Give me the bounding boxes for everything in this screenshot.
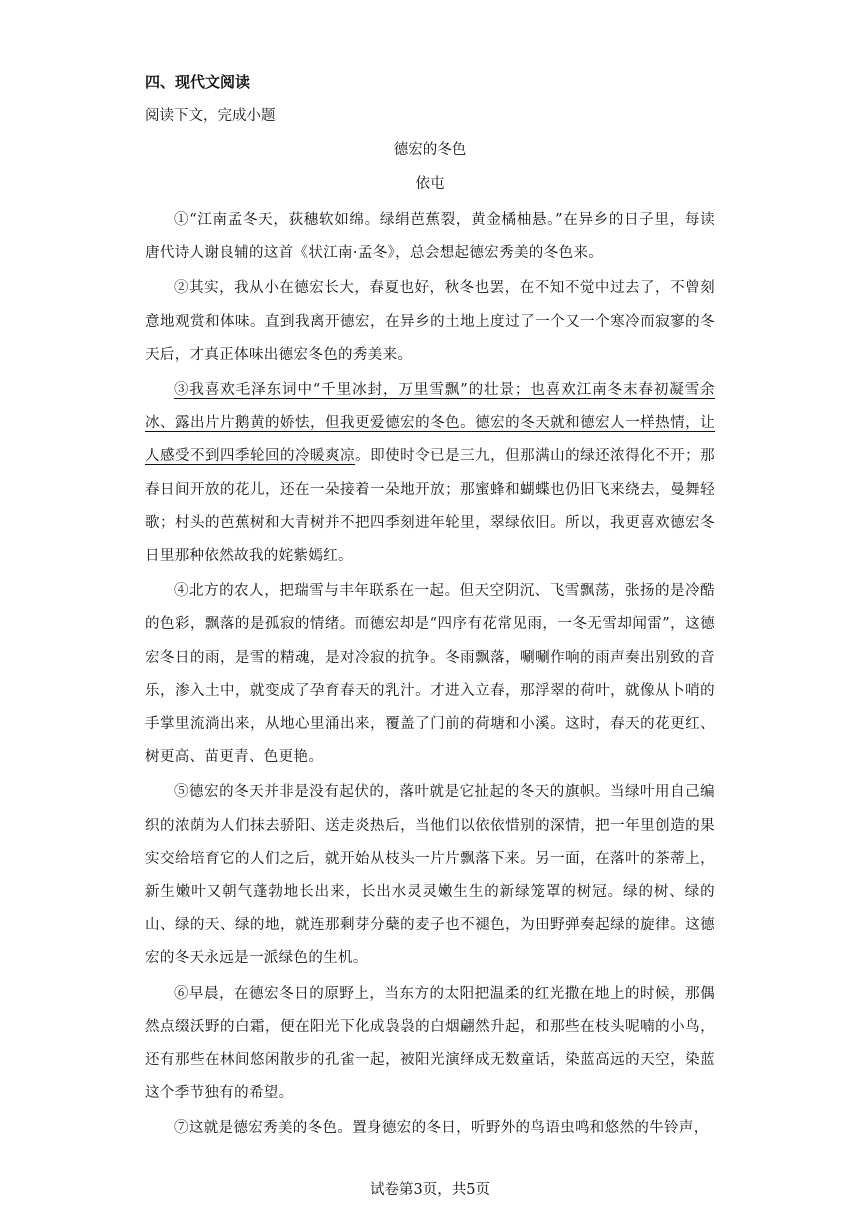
paragraph-text: 。即使时令已是三九，但那满山的绿还浓得化不开；那春日间开放的花儿，还在一朵接着一朵地开放；那蜜蜂和蝴蝶也仍旧飞来绕去，曼舞轻歌；村头的芭蕉树和大青树并不把四季刻进年轮里，翠绿依旧。所以，我更喜欢德宏冬日里那种依然故我的姹紫嫣红。 <box>145 448 715 565</box>
paragraph-text: ①“江南孟冬天，荻穗软如绵。绿绢芭蕉裂，黄金橘柚悬。”在异乡的日子里，每读唐代诗人谢良辅的这首《状江南·孟冬》，总会想起德宏秀美的冬色来。 <box>145 212 715 262</box>
paragraph-text: ⑥早晨，在德宏冬日的原野上，当东方的太阳把温柔的红光撒在地上的时候，那偶然点缀沃野的白霜，便在阳光下化成袅袅的白烟翩然升起，和那些在枝头呢喃的小鸟，还有那些在林间悠闲散步的孔雀一起，被阳光演绎成无数童话，染蓝高远的天空，染蓝这个季节独有的希望。 <box>145 985 715 1102</box>
paragraph-3 <box>145 374 715 573</box>
reading-instruction: 阅读下文，完成小题 <box>145 108 276 124</box>
paragraph-text: ④北方的农人，把瑞雪与丰年联系在一起。但天空阴沉、飞雪飘荡，张扬的是冷酷的色彩，飘落的是孤寂的情绪。而德宏却是“四序有花常见雨，一冬无雪却闻雷”，这德宏冬日的雨，是雪的精魂，是对冷寂的抗争。冬雨飘落，唰唰作响的雨声奏出别致的音乐，渗入土中，就变成了孕育春天的乳汁。才进入立春，那浮翠的荷叶，就像从卜哨的手掌里流淌出来，从地心里涌出来，覆盖了门前的荷塘和小溪。这时，春天的花更红、树更高、苗更青、色更艳。 <box>145 583 715 766</box>
page-footer: 试卷第3页，共5页 <box>370 1182 490 1198</box>
article-title: 德宏的冬色 <box>393 142 467 158</box>
section-heading: 四、现代文阅读 <box>145 73 251 91</box>
underlined-sentence: ③我喜欢毛泽东词中“千里冰封，万里雪飘”的壮景；也喜欢江南冬末春初凝雪余冰、露出片片鹅黄的娇怯，但我更爱德宏的冬色。德宏的冬天就和德宏人一样热情，让人感受不到四季轮回的冷暖爽凉 <box>145 382 715 465</box>
paragraph-1 <box>145 204 715 270</box>
paragraph-text: ②其实，我从小在德宏长大，春夏也好，秋冬也罢，在不知不觉中过去了，不曾刻意地观赏和体味。直到我离开德宏，在异乡的土地上度过了一个又一个寒冷而寂寥的冬天后，才真正体味出德宏冬色的秀美来。 <box>145 280 715 363</box>
paragraph-text: ⑤德宏的冬天并非是没有起伏的，落叶就是它扯起的冬天的旗帜。当绿叶用自己编织的浓荫为人们抹去骄阳、送走炎热后，当他们以依依惜别的深情，把一年里创造的果实交给培育它的人们之后，就开始从枝头一片片飘落下来。另一面，在落叶的茶蒂上，新生嫩叶又朝气蓬勃地长出来，长出水灵灵嫩生生的新绿笼罩的树冠。绿的树、绿的山、绿的天、绿的地，就连那剩芽分蘖的麦子也不褪色，为田野弹奏起绿的旋律。这德宏的冬天永远是一派绿色的生机。 <box>145 784 715 967</box>
paragraph-7 <box>145 1112 715 1145</box>
paragraph-text: ⑦这就是德宏秀美的冬色。置身德宏的冬日，听野外的鸟语虫鸣和悠然的牛铃声， <box>174 1120 709 1137</box>
paragraph-4 <box>145 575 715 774</box>
article-author: 依屯 <box>415 176 445 192</box>
paragraph-6 <box>145 978 715 1111</box>
paragraph-2 <box>145 272 715 372</box>
paragraph-5 <box>145 776 715 975</box>
article-body <box>145 204 715 1148</box>
